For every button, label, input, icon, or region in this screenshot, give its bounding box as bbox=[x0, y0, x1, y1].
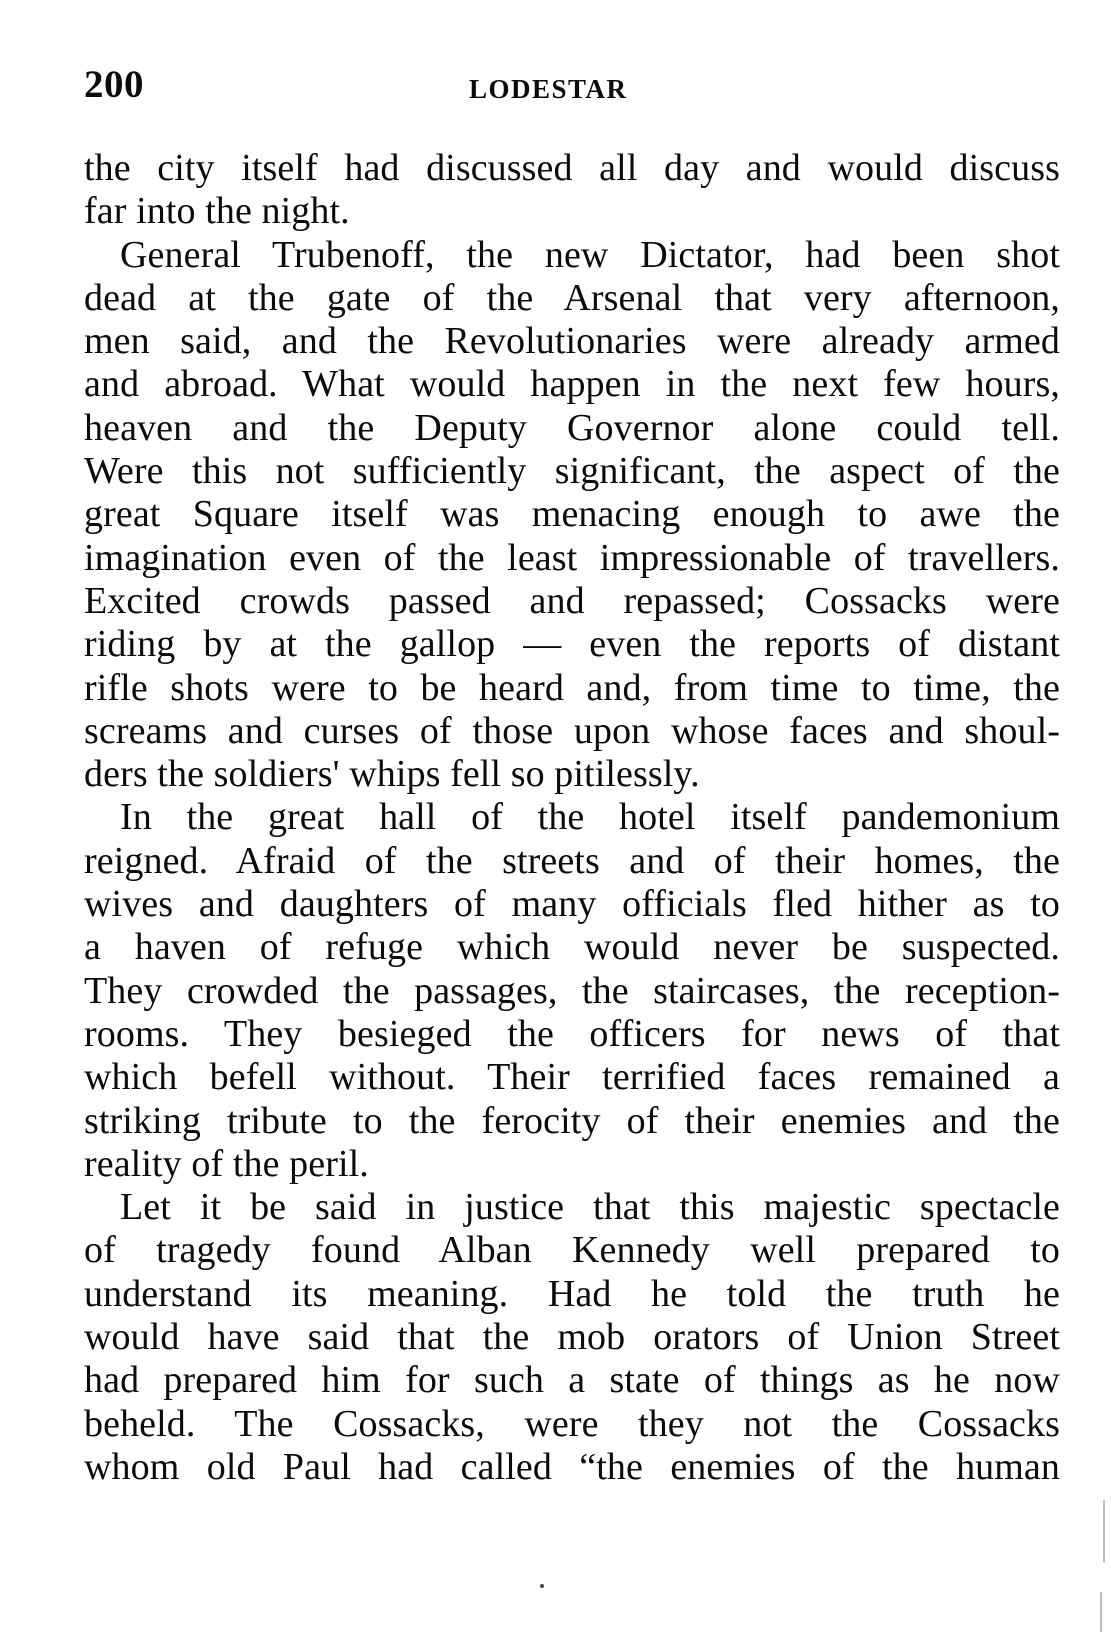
text-line: Excited crowds passed and repassed; Cossacks were bbox=[84, 579, 1060, 622]
text-line: reigned. Afraid of the streets and of their homes, the bbox=[84, 839, 1060, 882]
scan-edge-mark bbox=[1103, 1500, 1105, 1562]
text-line: striking tribute to the ferocity of their enemies and the bbox=[84, 1099, 1060, 1142]
page-number: 200 bbox=[84, 63, 144, 106]
text-line: beheld. The Cossacks, were they not the Cossacks bbox=[84, 1402, 1060, 1445]
text-line: imagination even of the least impressionable of travellers. bbox=[84, 536, 1060, 579]
text-line: In the great hall of the hotel itself pandemonium bbox=[120, 796, 1060, 839]
running-title: LODESTAR bbox=[469, 74, 628, 104]
text-line: a haven of refuge which would never be suspected. bbox=[84, 926, 1060, 969]
text-line: reality of the peril. bbox=[84, 1142, 369, 1185]
text-line: wives and daughters of many officials fled hither as to bbox=[84, 883, 1060, 926]
text-line: would have said that the mob orators of Union Street bbox=[84, 1316, 1060, 1359]
text-line: whom old Paul had called “the enemies of the human bbox=[84, 1445, 1060, 1488]
text-line: the city itself had discussed all day and would discuss bbox=[84, 147, 1060, 189]
text-line: understand its meaning. Had he told the truth he bbox=[84, 1272, 1060, 1315]
text-line: heaven and the Deputy Governor alone could tell. bbox=[84, 406, 1060, 449]
text-line: great Square itself was menacing enough to awe the bbox=[84, 493, 1060, 536]
text-line: They crowded the passages, the staircases, the reception- bbox=[84, 969, 1060, 1012]
page-header bbox=[84, 62, 1060, 118]
text-line: far into the night. bbox=[84, 190, 350, 233]
text-line: Were this not sufficiently significant, the aspect of the bbox=[84, 450, 1060, 493]
text-line: rifle shots were to be heard and, from time to time, the bbox=[84, 666, 1060, 709]
text-line: of tragedy found Alban Kennedy well prepared to bbox=[84, 1229, 1060, 1272]
text-line: which befell without. Their terrified faces remained a bbox=[84, 1056, 1060, 1099]
text-line: men said, and the Revolutionaries were already armed bbox=[84, 320, 1060, 363]
text-line: and abroad. What would happen in the next few hours, bbox=[84, 363, 1060, 406]
text-line: ders the soldiers' whips fell so pitilessly. bbox=[84, 753, 700, 796]
scan-edge-mark bbox=[1100, 1592, 1102, 1632]
text-line: riding by at the gallop — even the reports of distant bbox=[84, 623, 1060, 666]
text-line: dead at the gate of the Arsenal that very afternoon, bbox=[84, 276, 1060, 319]
text-line: had prepared him for such a state of things as he now bbox=[84, 1359, 1060, 1402]
scan-speck bbox=[540, 1584, 544, 1588]
text-line: rooms. They besieged the officers for news of that bbox=[84, 1012, 1060, 1055]
text-line: General Trubenoff, the new Dictator, had been shot bbox=[120, 233, 1060, 276]
text-line: screams and curses of those upon whose faces and shoul- bbox=[84, 709, 1060, 752]
body-text bbox=[84, 147, 1060, 1489]
text-line: Let it be said in justice that this majestic spectacle bbox=[120, 1186, 1060, 1229]
